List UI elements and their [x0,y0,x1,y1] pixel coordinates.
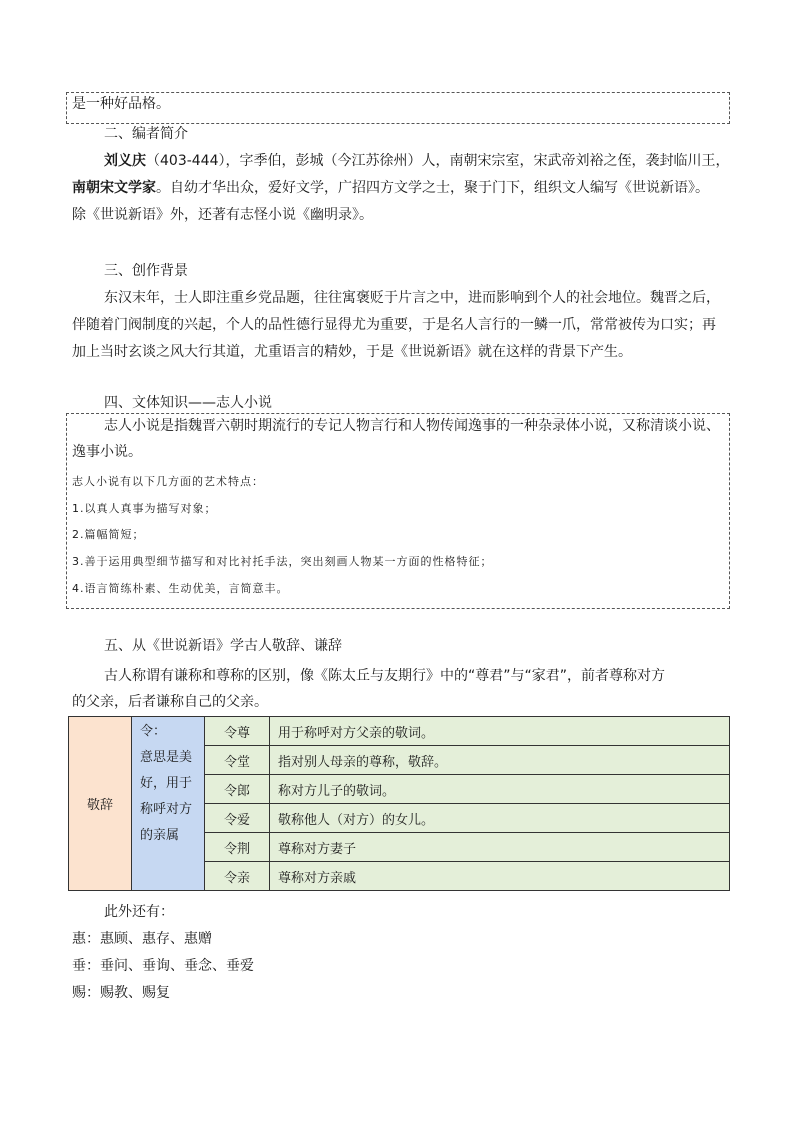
desc-line: 好，用于 [140,776,193,791]
feature-item: 2.篇幅简短； [72,528,145,541]
term-cell: 令郎 [205,775,270,804]
section2-line1 [104,151,730,171]
category-cell: 敬辞 [69,717,132,891]
term-cell: 令亲 [205,862,270,891]
top-box-text: 是一种好品格。 [72,96,170,112]
section5-heading: 五、从《世说新语》学古人敬辞、谦辞 [104,638,342,654]
author-title: 南朝宋文学家 [72,180,156,196]
author-name: 刘义庆 [104,153,146,169]
section2-line3: 除《世说新语》外，还著有志怪小说《幽明录》。 [72,207,373,223]
feature-item: 4.语言简练朴素、生动优美，言简意丰。 [72,582,289,595]
meaning-cell: 尊称对方亲戚 [270,862,730,891]
section4-line1: 志人小说是指魏晋六朝时期流行的专记人物言行和人物传闻逸事的一种杂录体小说，又称清谈小说、 [104,418,720,434]
section5-line1: 古人称谓有谦称和尊称的区别，像《陈太丘与友期行》中的“尊君”与“家君”，前者尊称对方 [104,668,666,684]
features-title: 志人小说有以下几方面的艺术特点： [72,475,264,488]
term-cell: 令尊 [205,717,270,746]
section5-line2: 的父亲，后者谦称自己的父亲。 [72,694,268,710]
section3-line3: 加上当时玄谈之风大行其道，尤重语言的精妙，于是《世说新语》就在这样的背景下产生。 [72,344,632,360]
desc-line: 的亲属 [140,828,180,843]
desc-line: 意思是美 [140,750,193,765]
others-item: 垂：垂问、垂询、垂念、垂爱 [72,958,254,974]
section3-heading: 三、创作背景 [104,263,188,279]
others-item: 惠：惠顾、惠存、惠赠 [72,931,212,947]
term-cell: 令荆 [205,833,270,862]
others-item: 赐：赐教、赐复 [72,985,170,1001]
table-row [69,717,730,746]
description-cell [132,717,205,891]
feature-item: 1.以真人真事为描写对象； [72,502,217,515]
section3-line2: 伴随着门阀制度的兴起，个人的品性德行显得尤为重要，于是名人言行的一鳞一爪，常常被传为口实；再 [72,317,716,333]
section3-line1: 东汉末年，士人即注重乡党品题，往往寓褒贬于片言之中，进而影响到个人的社会地位。魏晋之后， [104,290,720,306]
feature-item: 3.善于运用典型细节描写和对比衬托手法，突出刻画人物某一方面的性格特征； [72,555,493,568]
meaning-cell: 称对方儿子的敬词。 [270,775,730,804]
section2-heading: 二、编者简介 [104,126,188,142]
term-cell: 令堂 [205,746,270,775]
author-intro: （403-444），字季伯，彭城（今江苏徐州）人，南朝宋宗室，宋武帝刘裕之侄，袭封临川王， [146,153,730,169]
author-desc: 。自幼才华出众，爱好文学，广招四方文学之士，聚于门下，组织文人编写《世说新语》。 [156,180,709,196]
term-cell: 令爱 [205,804,270,833]
desc-line: 令： [140,724,167,739]
others-intro: 此外还有： [104,904,174,920]
meaning-cell: 尊称对方妻子 [270,833,730,862]
meaning-cell: 指对别人母亲的尊称，敬辞。 [270,746,730,775]
honorific-table [68,716,730,891]
desc-line: 称呼对方 [140,802,193,817]
meaning-cell: 敬称他人（对方）的女儿。 [270,804,730,833]
section2-line2 [72,178,709,198]
meaning-cell: 用于称呼对方父亲的敬词。 [270,717,730,746]
section4-heading: 四、文体知识——志人小说 [104,395,272,411]
section4-line2: 逸事小说。 [72,444,142,460]
